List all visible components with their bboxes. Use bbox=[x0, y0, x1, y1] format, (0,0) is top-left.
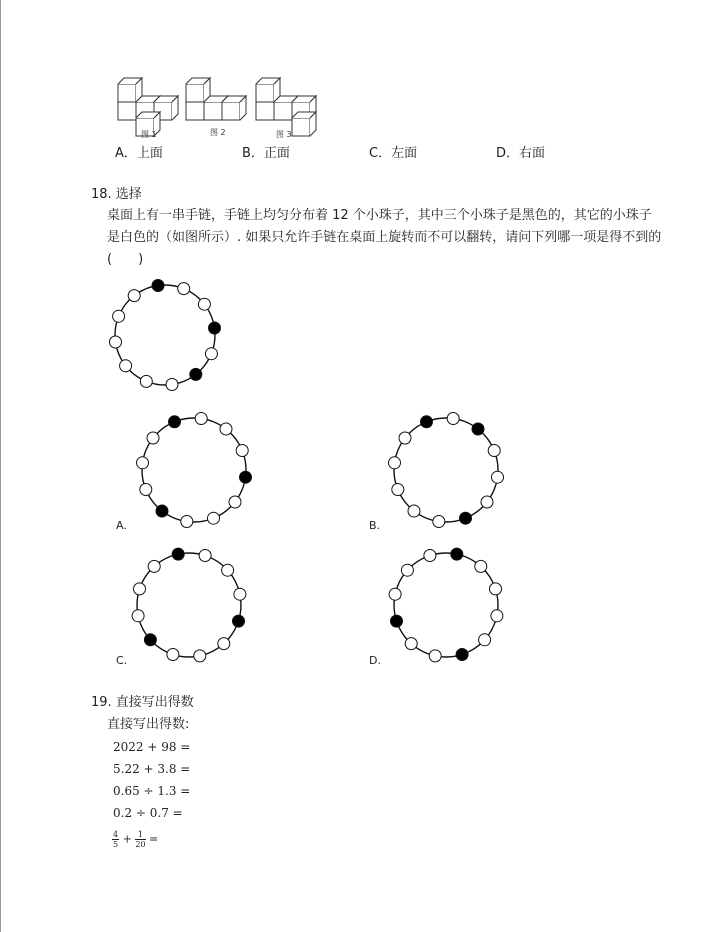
q19-item-5 bbox=[112, 830, 158, 849]
figure-caption-1: 图 1 bbox=[141, 130, 157, 139]
black-bead bbox=[169, 416, 181, 428]
white-bead bbox=[234, 588, 246, 600]
white-bead bbox=[110, 336, 122, 348]
q17-option-a[interactable]: A．上面 bbox=[115, 146, 163, 161]
white-bead bbox=[140, 484, 152, 496]
white-bead bbox=[181, 516, 193, 528]
black-bead bbox=[152, 280, 164, 292]
white-bead bbox=[479, 634, 491, 646]
q18-option-b-label[interactable]: B. bbox=[369, 519, 381, 532]
white-bead bbox=[120, 360, 132, 372]
black-bead bbox=[233, 615, 245, 627]
white-bead bbox=[128, 290, 140, 302]
white-bead bbox=[199, 550, 211, 562]
bracelet-option-b bbox=[389, 413, 504, 528]
white-bead bbox=[481, 496, 493, 508]
white-bead bbox=[492, 471, 504, 483]
q18-answer-blank: ( ) bbox=[107, 252, 144, 267]
black-bead bbox=[421, 416, 433, 428]
white-bead bbox=[229, 496, 241, 508]
fraction-a-numerator: 4 bbox=[113, 830, 119, 839]
white-bead bbox=[140, 375, 152, 387]
white-bead bbox=[389, 588, 401, 600]
figure-caption-2: 图 2 bbox=[210, 128, 226, 137]
black-bead bbox=[172, 548, 184, 560]
white-bead bbox=[408, 505, 420, 517]
q18-text-line-1: 桌面上有一串手链，手链上均匀分布着 12 个小珠子，其中三个小珠子是黑色的，其它的小珠子 bbox=[107, 208, 652, 223]
q19-item-2: 5.22 + 3.8 = bbox=[113, 762, 191, 776]
white-bead bbox=[218, 638, 230, 650]
white-bead bbox=[167, 649, 179, 661]
black-bead bbox=[144, 634, 156, 646]
q19-item-1: 2022 + 98 = bbox=[113, 740, 191, 754]
white-bead bbox=[405, 638, 417, 650]
black-bead bbox=[456, 649, 468, 661]
white-bead bbox=[148, 560, 160, 572]
bracelet-option-d bbox=[389, 548, 503, 662]
white-bead bbox=[147, 432, 159, 444]
white-bead bbox=[208, 512, 220, 524]
black-bead bbox=[391, 615, 403, 627]
white-bead bbox=[178, 283, 190, 295]
white-bead bbox=[475, 560, 487, 572]
white-bead bbox=[433, 516, 445, 528]
white-bead bbox=[113, 310, 125, 322]
black-bead bbox=[472, 423, 484, 435]
fraction-b-numerator: 1 bbox=[135, 830, 145, 840]
equals-sign: = bbox=[149, 832, 159, 846]
q18-option-c-label[interactable]: C. bbox=[116, 654, 128, 667]
bracelet-original bbox=[110, 280, 221, 391]
q18-option-d-label[interactable]: D. bbox=[369, 654, 381, 667]
white-bead bbox=[222, 564, 234, 576]
white-bead bbox=[205, 348, 217, 360]
q19-heading: 19. 直接写出得数 bbox=[91, 695, 194, 710]
q18-text-line-2: 是白色的（如图所示）. 如果只允许手链在桌面上旋转而不可以翻转，请问下列哪一项是得不到的 bbox=[107, 230, 662, 245]
black-bead bbox=[451, 548, 463, 560]
white-bead bbox=[220, 423, 232, 435]
q18-heading: 18. 选择 bbox=[91, 187, 142, 202]
q19-instruction: 直接写出得数: bbox=[107, 717, 190, 732]
black-bead bbox=[190, 368, 202, 380]
black-bead bbox=[156, 505, 168, 517]
white-bead bbox=[401, 564, 413, 576]
bracelet-option-c bbox=[132, 548, 246, 662]
white-bead bbox=[194, 650, 206, 662]
white-bead bbox=[389, 457, 401, 469]
black-bead bbox=[209, 322, 221, 334]
white-bead bbox=[488, 445, 500, 457]
fraction-a-denominator: 5 bbox=[113, 840, 119, 849]
white-bead bbox=[490, 583, 502, 595]
q17-option-d[interactable]: D．右面 bbox=[496, 146, 546, 161]
fraction-one-twentieth bbox=[135, 830, 145, 849]
bracelet-option-a bbox=[137, 413, 252, 528]
white-bead bbox=[491, 610, 503, 622]
white-bead bbox=[424, 550, 436, 562]
white-bead bbox=[399, 432, 411, 444]
q18-option-a-label[interactable]: A. bbox=[116, 519, 127, 532]
figure-caption-3: 图 3 bbox=[276, 130, 292, 139]
white-bead bbox=[132, 610, 144, 622]
white-bead bbox=[137, 457, 149, 469]
plus-sign: + bbox=[122, 832, 132, 846]
q17-option-c[interactable]: C．左面 bbox=[369, 146, 418, 161]
black-bead bbox=[240, 471, 252, 483]
white-bead bbox=[195, 413, 207, 425]
white-bead bbox=[236, 445, 248, 457]
white-bead bbox=[392, 484, 404, 496]
q17-option-b[interactable]: B．正面 bbox=[242, 146, 290, 161]
white-bead bbox=[447, 413, 459, 425]
white-bead bbox=[198, 298, 210, 310]
white-bead bbox=[429, 650, 441, 662]
white-bead bbox=[166, 379, 178, 391]
q19-item-3: 0.65 ÷ 1.3 = bbox=[113, 784, 191, 798]
q19-item-4: 0.2 ÷ 0.7 = bbox=[113, 806, 183, 820]
fraction-b-denominator: 20 bbox=[135, 840, 146, 849]
fraction-four-fifths bbox=[112, 830, 119, 849]
black-bead bbox=[460, 512, 472, 524]
white-bead bbox=[134, 583, 146, 595]
